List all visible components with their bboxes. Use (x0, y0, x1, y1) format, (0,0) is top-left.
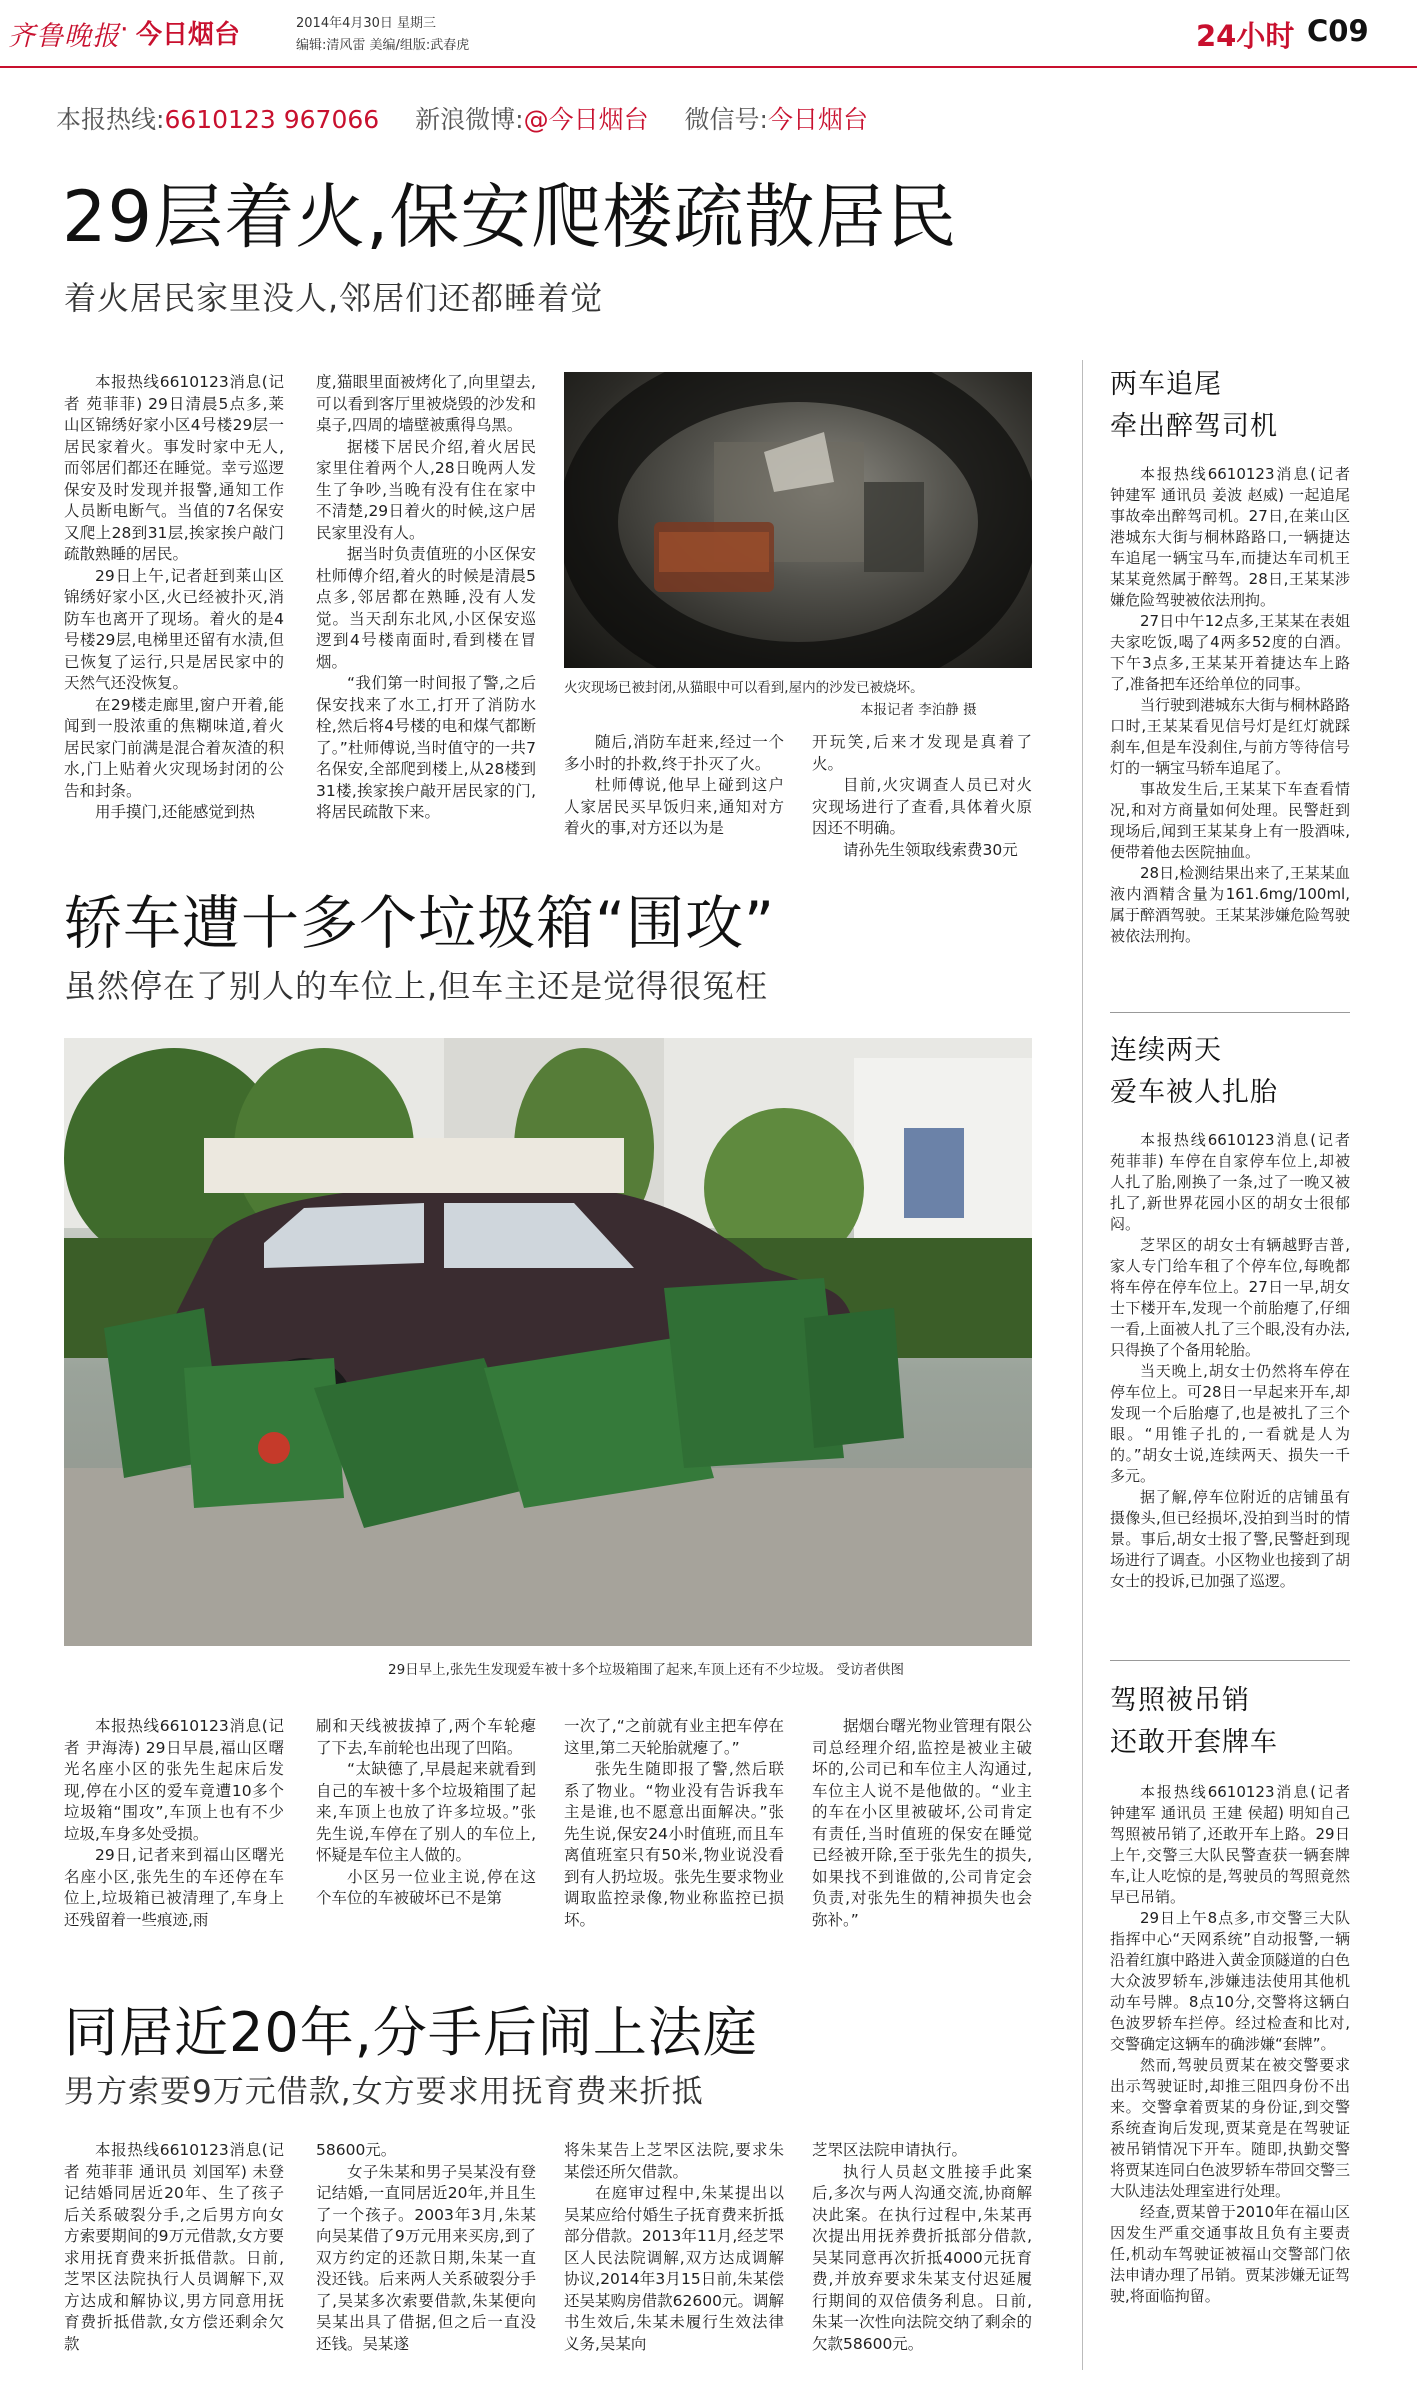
story2-column-4 (812, 1716, 1032, 1931)
story3-headline: 同居近20年,分手后闹上法庭 (64, 2001, 758, 2064)
paragraph: 当行驶到港城东大街与桐林路路口时,王某某看见信号灯是红灯就踩刹车,但是车没刹住,与前方等待信号灯的一辆宝马轿车追尾了。 (1110, 696, 1351, 777)
hotline-bar (56, 100, 868, 136)
paragraph: 当天晚上,胡女士仍然将车停在停车位上。可28日一早起来开车,却发现一个后胎瘪了,也是被扎了三个眼。“用锥子扎的,一看就是人为的。”胡女士说,连续两天、损失一千多元。 (1110, 1362, 1350, 1485)
paragraph: 杜师傅说,他早上碰到这户人家居民买早饭归来,通知对方着火的事,对方还以为是 (564, 776, 784, 837)
story2-column-2 (316, 1716, 536, 1910)
paragraph: 女子朱某和男子吴某没有登记结婚,一直同居近20年,并且生了一个孩子。2003年3月,朱某向吴某借了9万元用来买房,到了双方约定的还款日期,朱某一直没还钱。后来两人关系破裂分手了,吴某多次索要借款,朱某便向吴某出具了借据,但之后一直没还钱。吴某遂 (316, 2162, 536, 2353)
paragraph: 本报热线6610123消息(记者 尹海涛) 29日早晨,福山区曙光名座小区的张先生起床后发现,停在小区的爱车竟遭10多个垃圾箱“围攻”,车顶上也有不少垃圾,车身多处受损。 (64, 1717, 284, 1843)
paragraph: 在庭审过程中,朱某提出以吴某应给付婚生子抚育费来折抵部分借款。2013年11月,经芝罘区人民法院调解,双方达成调解协议,2014年3月15日前,朱某偿还吴某购房借款62600元。调解书生效后,朱某未履行生效法律义务,吴某向 (564, 2184, 784, 2353)
paragraph: 随后,消防车赶来,经过一个多小时的扑救,终于扑灭了火。 (564, 733, 784, 773)
paragraph: 度,猫眼里面被烤化了,向里望去,可以看到客厅里被烧毁的沙发和桌子,四周的墙壁被熏得乌黑。 (316, 373, 536, 434)
paragraph: 据烟台曙光物业管理有限公司总经理介绍,监控是被业主破坏的,公司已和车位主人沟通过,车位主人说不是他做的。“业主的车在小区里被破坏,公司肯定有责任,当时值班的保安在睡觉已经被开除,至于张先生的损失,如果找不到谁做的,公司肯定会负责,对张先生的精神损失也会弥补。” (812, 1717, 1032, 1929)
paragraph: 29日,记者来到福山区曙光名座小区,张先生的车还停在车位上,垃圾箱已被清理了,车身上还残留着一些痕迹,雨 (64, 1846, 284, 1929)
side1-title-line-1: 两车追尾 (1110, 369, 1222, 400)
paragraph: 本报热线6610123消息(记者 钟建军 通讯员 姜波 赵威) 一起追尾事故牵出醉驾司机。27日,在莱山区港城东大街与桐林路路口,一辆捷达车追尾一辆宝马车,而捷达车司机王某某竟然属于醉驾。28日,王某某涉嫌危险驾驶被依法刑拘。 (1110, 465, 1350, 609)
story1-column-2 (316, 372, 536, 824)
car-trash-illustration (64, 1038, 1032, 1646)
paragraph: 27日中午12点多,王某某在表姐夫家吃饭,喝了4两多52度的白酒。下午3点多,王某某开着捷达车上路了,准备把车还给单位的同事。 (1110, 612, 1350, 693)
paragraph: 事故发生后,王某某下车查看情况,和对方商量如何处理。民警赶到现场后,闻到王某某身上有一股酒味,便带着他去医院抽血。 (1110, 780, 1350, 861)
paragraph: 开玩笑,后来才发现是真着了火。 (812, 733, 1032, 773)
fire-photo-caption: 火灾现场已被封闭,从猫眼中可以看到,屋内的沙发已被烧坏。 (564, 680, 924, 696)
paragraph: 芝罘区的胡女士有辆越野吉普,家人专门给车租了个停车位,每晚都将车停在停车位上。27日一早,胡女士下楼开车,发现一个前胎瘪了,仔细一看,上面被人扎了三个眼,没有办法,只得换了个备用轮胎。 (1110, 1236, 1350, 1359)
paragraph: 然而,驾驶员贾某在被交警要求出示驾驶证时,却推三阻四身份不出来。交警拿着贾某的身份证,到交警系统查询后发现,贾某竟是在驾驶证被吊销情况下开车。随即,执勤交警将贾某连同白色波罗轿车带回交警三大队违法处理室进行处理。 (1110, 2056, 1351, 2200)
story2-column-3 (564, 1716, 784, 1931)
hotline-phone: 6610123 967066 (164, 105, 380, 134)
masthead-rule (0, 66, 1417, 68)
paragraph: 在29楼走廊里,窗户开着,能闻到一股浓重的焦糊味道,着火居民家门前满是混合着灰渣的积水,门上贴着火灾现场封闭的公告和封条。 (64, 695, 284, 800)
story3-column-2 (316, 2140, 536, 2355)
story3-subhead: 男方索要9万元借款,女方要求用抚育费来折抵 (64, 2074, 704, 2110)
paragraph: 据当时负责值班的小区保安杜师傅介绍,着火的时候是清晨5点多,邻居都在熟睡,没有人发觉。当天刮东北风,小区保安巡逻到4号楼南面时,看到楼在冒烟。 (316, 545, 536, 671)
story1-column-1 (64, 372, 284, 824)
fire-scene-illustration (564, 372, 1032, 668)
paragraph: 本报热线6610123消息(记者 钟建军 通讯员 王建 侯超) 明知自己驾照被吊销了,还敢开车上路。29日上午,交警三大队民警查获一辆套牌车,让人吃惊的是,驾驶员的驾照竟然早已吊销。 (1110, 1783, 1350, 1906)
page-code: C09 (1307, 14, 1369, 48)
paragraph: 本报热线6610123消息(记者 苑菲菲 通讯员 刘国军) 未登记结婚同居近20年、生了孩子后关系破裂分手,之后男方向女方索要期间的9万元借款,女方要求用抚育费来折抵借款。日前,芝罘区法院执行人员调解下,双方达成和解协议,男方同意用抚育费折抵借款,女方偿还剩余欠款 (64, 2141, 284, 2353)
story2-subhead: 虽然停在了别人的车位上,但车主还是觉得很冤枉 (64, 967, 769, 1005)
paragraph: 用手摸门,还能感觉到热 (95, 803, 255, 821)
story1-headline: 29层着火,保安爬楼疏散居民 (62, 176, 958, 258)
paragraph: 执行人员赵文胜接手此案后,多次与两人沟通交流,协商解决此案。在执行过程中,朱某再次提出用抚养费折抵部分借款,吴某同意再次折抵4000元抚育费,并放弃要求朱某支付迟延履行期间的双倍债务利息。日前,朱某一次性向法院交纳了剩余的欠款58600元。 (812, 2162, 1032, 2353)
side1-body (1110, 464, 1350, 947)
paragraph: “我们第一时间报了警,之后保安找来了水工,打开了消防水栓,然后将4号楼的电和煤气都断了。”杜师傅说,当时值守的一共7名保安,全部爬到楼上,从28楼到31楼,挨家挨户敲开居民家的门,将居民疏散下来。 (316, 674, 536, 821)
section-name: 今日烟台 (136, 20, 241, 50)
paragraph: 本报热线6610123消息(记者 苑菲菲) 29日清晨5点多,莱山区锦绣好家小区4号楼29层一居民家着火。事发时家中无人,而邻居们都还在睡觉。幸亏巡逻保安及时发现并报警,通知工作人员断电断气。当值的7名保安又爬上28到31层,挨家挨户敲门疏散熟睡的居民。 (64, 373, 284, 563)
paragraph: 29日上午8点多,市交警三大队指挥中心“天网系统”自动报警,一辆沿着红旗中路进入黄金顶隧道的白色大众波罗轿车,涉嫌违法使用其他机动车号牌。8点10分,交警将这辆白色波罗轿车拦停。经过检查和比对,交警确定这辆车的确涉嫌“套牌”。 (1110, 1909, 1351, 2053)
story2-column-1 (64, 1716, 284, 1931)
paragraph: “太缺德了,早晨起来就看到自己的车被十多个垃圾箱围了起来,车顶上也放了许多垃圾。”张先生说,车停在了别人的车位上,怀疑是车位主人做的。 (316, 1760, 536, 1864)
issue-date: 2014年4月30日 星期三 (296, 16, 437, 31)
story1-subhead: 着火居民家里没人,邻居们还都睡着觉 (64, 279, 604, 317)
side3-body (1110, 1782, 1350, 2307)
paragraph: 28日,检测结果出来了,王某某血液内酒精含量为161.6mg/100ml,属于醉酒驾驶。王某某涉嫌危险驾驶被依法刑拘。 (1110, 864, 1351, 945)
side2-body (1110, 1130, 1350, 1592)
side2-title-line-1: 连续两天 (1110, 1035, 1222, 1066)
paragraph: 58600元。 (316, 2141, 397, 2159)
brand-logo: 齐鲁晚报 (8, 21, 120, 52)
story1-column-3 (564, 732, 784, 840)
paragraph: 本报热线6610123消息(记者 苑菲菲) 车停在自家停车位上,却被人扎了胎,刚换了一条,过了一晚又被扎了,新世界花园小区的胡女士很郁闷。 (1110, 1131, 1350, 1233)
side1-bottom-rule (1110, 1012, 1350, 1013)
story3-column-1 (64, 2140, 284, 2355)
paragraph: 29日上午,记者赶到莱山区锦绣好家小区,火已经被扑灭,消防车也离开了现场。着火的是4号楼29层,电梯里还留有水渍,但已恢复了运行,只是居民家中的天然气还没恢复。 (64, 566, 284, 692)
paragraph: 小区另一位业主说,停在这个车位的车被破坏已不是第 (316, 1867, 536, 1907)
sidebar-divider (1082, 360, 1083, 2370)
weibo-label: 新浪微博: (415, 105, 524, 134)
wechat-value: 今日烟台 (767, 105, 868, 134)
car-photo-caption: 29日早上,张先生发现爱车被十多个垃圾箱围了起来,车顶上还有不少垃圾。 受访者供图 (388, 1662, 905, 1678)
edition-label: 24小时 (1196, 19, 1295, 53)
side1-title-line-2: 牵出醉驾司机 (1110, 411, 1278, 442)
side2-bottom-rule (1110, 1660, 1350, 1661)
masthead-dot: · (120, 14, 129, 45)
car-trash-photo (64, 1038, 1032, 1646)
hotline-label: 本报热线: (56, 105, 165, 134)
side3-title-line-2: 还敢开套牌车 (1110, 1727, 1278, 1758)
story2-headline: 轿车遭十多个垃圾箱“围攻” (64, 889, 776, 957)
paragraph: 张先生随即报了警,然后联系了物业。“物业没有告诉我车主是谁,也不愿意出面解决。”张先生说,保安24小时值班,而且车离值班室只有50米,物业说没看到有人扔垃圾。张先生要求物业调取监控录像,物业称监控已损坏。 (564, 1760, 784, 1929)
masthead (0, 0, 1417, 62)
editors-credit: 编辑:清风雷 美编/组版:武春虎 (296, 38, 470, 53)
wechat-label: 微信号: (684, 105, 768, 134)
paragraph: 一次了,“之前就有业主把车停在这里,第二天轮胎就瘪了。” (564, 1717, 784, 1757)
weibo-value: @今日烟台 (523, 105, 649, 134)
paragraph: 请孙先生领取线索费30元 (843, 840, 1018, 859)
story1-column-4 (812, 732, 1032, 861)
paragraph: 芝罘区法院申请执行。 (812, 2141, 968, 2159)
side3-title-line-1: 驾照被吊销 (1110, 1685, 1250, 1716)
paragraph: 经查,贾某曾于2010年在福山区因发生严重交通事故且负有主要责任,机动车驾驶证被福山交警部门依法申请办理了吊销。贾某涉嫌无证驾驶,将面临拘留。 (1110, 2203, 1351, 2305)
fire-photo-credit: 本报记者 李泊静 摄 (860, 702, 977, 718)
story3-column-4 (812, 2140, 1032, 2355)
fire-scene-photo (564, 372, 1032, 668)
story3-column-3 (564, 2140, 784, 2355)
paragraph: 目前,火灾调查人员已对火灾现场进行了查看,具体着火原因还不明确。 (812, 776, 1032, 837)
paragraph: 刷和天线被拔掉了,两个车轮瘪了下去,车前轮也出现了凹陷。 (316, 1717, 536, 1757)
paragraph: 据了解,停车位附近的店铺虽有摄像头,但已经损坏,没拍到当时的情景。事后,胡女士报了警,民警赶到现场进行了调查。小区物业也接到了胡女士的投诉,已加强了巡逻。 (1110, 1488, 1351, 1590)
paragraph: 将朱某告上芝罘区法院,要求朱某偿还所欠借款。 (564, 2141, 784, 2181)
side2-title-line-2: 爱车被人扎胎 (1110, 1077, 1278, 1108)
paragraph: 据楼下居民介绍,着火居民家里住着两个人,28日晚两人发生了争吵,当晚有没有住在家中不清楚,29日着火的时候,这户居民家里没有人。 (316, 437, 536, 542)
